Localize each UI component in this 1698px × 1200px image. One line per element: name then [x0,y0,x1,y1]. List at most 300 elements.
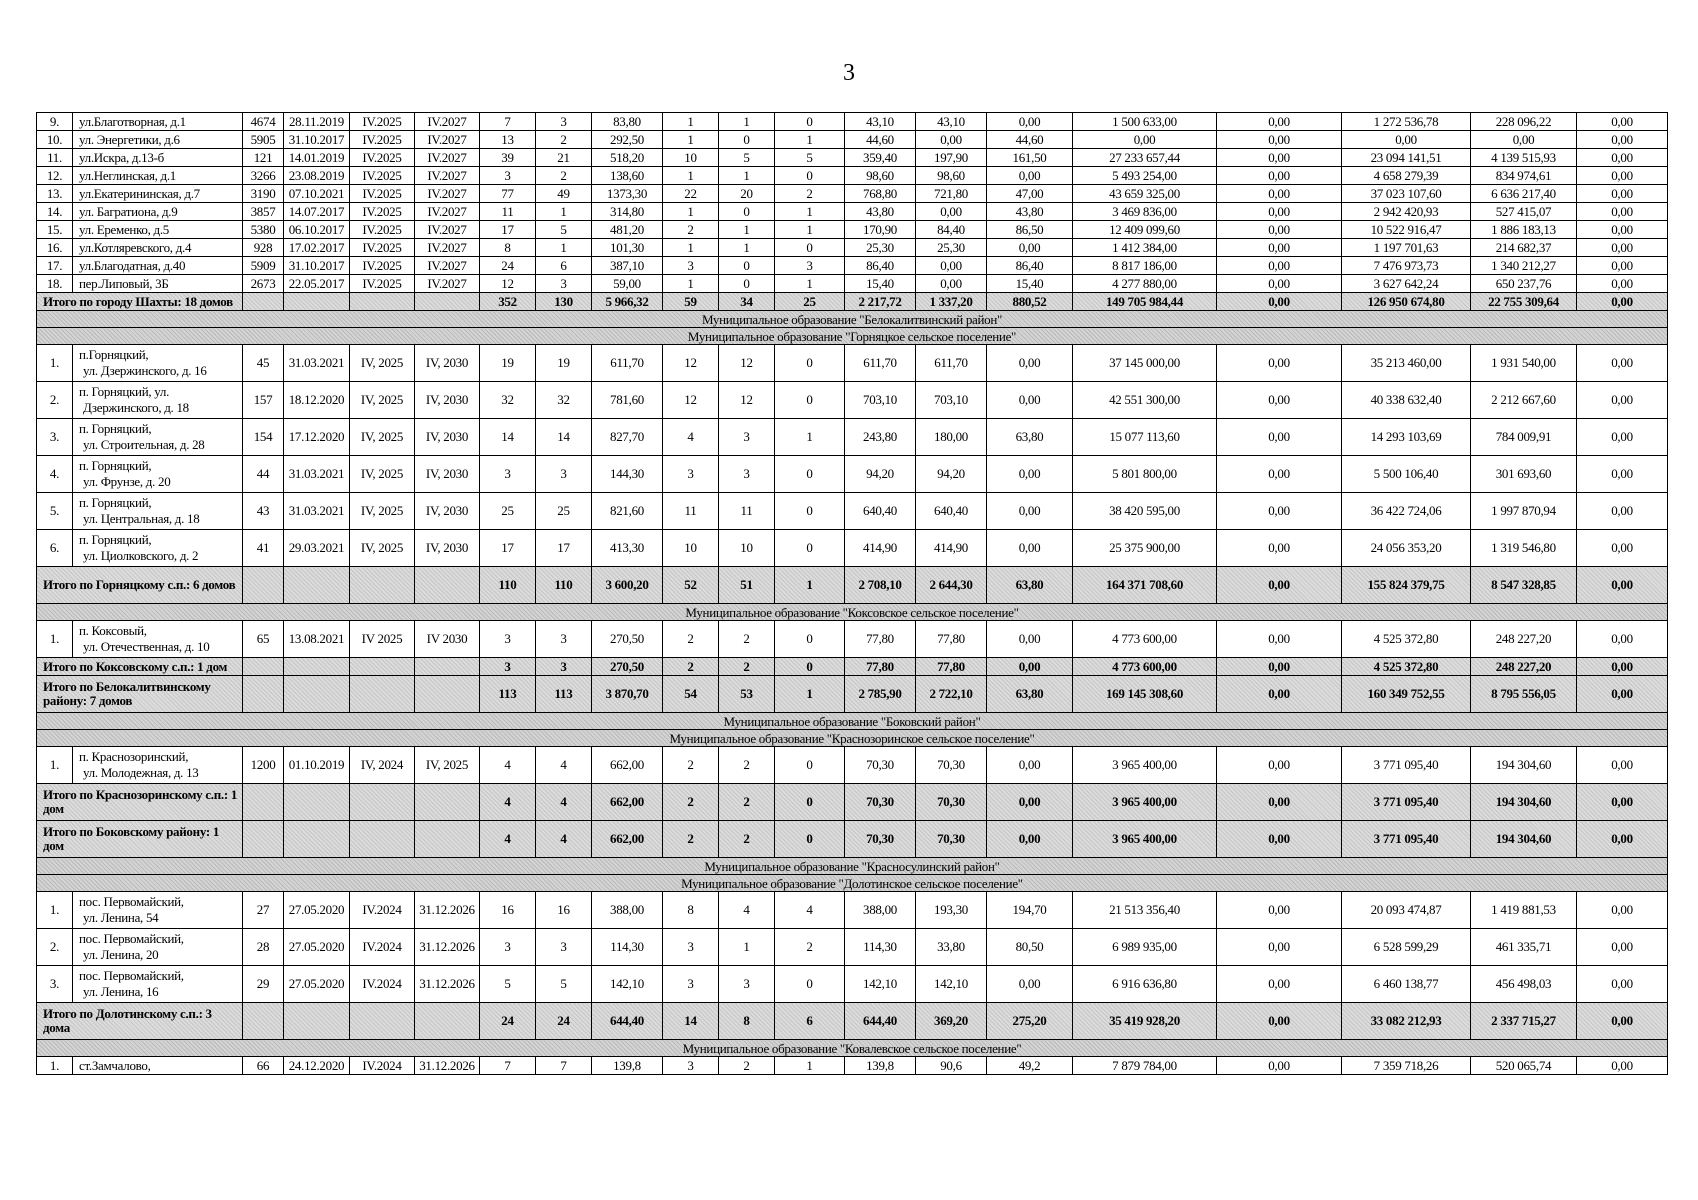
subtotal-cell: 0,00 [987,784,1073,821]
section-header-row [37,730,1668,747]
table-cell: 0,00 [1217,929,1342,966]
table-cell: 611,70 [845,345,916,382]
empty-cell [284,1003,350,1040]
table-cell: 29 [243,966,284,1003]
housing-relocation-table [36,112,1668,1075]
address-cell [73,382,243,419]
table-cell: 5 [719,149,775,167]
table-cell: 24.12.2020 [284,1057,350,1075]
table-cell: 0,00 [1577,275,1668,293]
section-header: Муниципальное образование "Краснозоринское сельское поселение" [37,730,1668,747]
table-cell: 0 [775,113,845,131]
table-cell: IV.2025 [350,167,415,185]
subtotal-cell: 644,40 [592,1003,663,1040]
table-cell: 45 [243,345,284,382]
table-cell: 1 319 546,80 [1471,530,1577,567]
table-cell: 121 [243,149,284,167]
table-cell: 270,50 [592,621,663,658]
table-cell: 36 422 724,06 [1342,493,1471,530]
table-cell: 6 [536,257,592,275]
table-cell: 98,60 [916,167,987,185]
subtotal-cell: 77,80 [845,658,916,676]
section-header: Муниципальное образование "Красносулинский район" [37,858,1668,875]
empty-cell [415,676,480,713]
table-cell: 3 [536,929,592,966]
table-cell: 17 [536,530,592,567]
table-cell: 0,00 [1217,275,1342,293]
table-cell: 0,00 [1577,1057,1668,1075]
subtotal-cell: 0,00 [987,658,1073,676]
table-row [37,345,1668,382]
table-cell: 1 [663,113,719,131]
table-cell: 114,30 [592,929,663,966]
subtotal-cell: 880,52 [987,293,1073,311]
table-cell: 3 [536,113,592,131]
table-cell: 0,00 [1217,966,1342,1003]
address-line-2: ул. Ленина, 54 [83,910,159,925]
table-cell: IV.2027 [415,221,480,239]
table-cell: 784 009,91 [1471,419,1577,456]
table-cell: 9. [37,113,73,131]
subtotal-cell: 2 217,72 [845,293,916,311]
table-cell: IV, 2030 [415,382,480,419]
address-line-1: п. Горняцкий, ул. [79,384,170,399]
subtotal-label: Итого по Боковскому району: 1 дом [37,821,243,858]
empty-cell [350,1003,415,1040]
table-cell: 0 [775,747,845,784]
table-row [37,530,1668,567]
subtotal-cell: 194 304,60 [1471,784,1577,821]
table-cell: 1 [775,1057,845,1075]
table-cell: 193,30 [916,892,987,929]
table-cell: 24 056 353,20 [1342,530,1471,567]
section-header: Муниципальное образование "Коксовское сельское поселение" [37,604,1668,621]
table-cell: 1 [663,275,719,293]
table-cell: 31.10.2017 [284,131,350,149]
table-cell: 1 [663,239,719,257]
subtotal-cell: 169 145 308,60 [1073,676,1217,713]
table-cell: 0,00 [1217,221,1342,239]
subtotal-cell: 3 870,70 [592,676,663,713]
section-header-row [37,604,1668,621]
table-cell: 12 409 099,60 [1073,221,1217,239]
table-cell: 0,00 [1577,131,1668,149]
page-number: 3 [843,60,855,86]
table-cell: 1 [775,275,845,293]
table-cell: 3 771 095,40 [1342,747,1471,784]
subtotal-cell: 0,00 [987,821,1073,858]
table-cell: 43 659 325,00 [1073,185,1217,203]
table-cell: 32 [536,382,592,419]
table-cell: 139,8 [592,1057,663,1075]
table-cell: 7 476 973,73 [1342,257,1471,275]
row-number-cell: 5. [37,493,73,530]
table-cell: 43,10 [845,113,916,131]
row-number-cell: 4. [37,456,73,493]
table-cell: 4 773 600,00 [1073,621,1217,658]
subtotal-cell: 4 525 372,80 [1342,658,1471,676]
table-cell: 6 916 636,80 [1073,966,1217,1003]
subtotal-cell: 4 [536,821,592,858]
table-cell: 0,00 [1577,257,1668,275]
table-cell: 1 [775,131,845,149]
table-cell: 928 [243,239,284,257]
address-line-1: п. Горняцкий, [79,421,152,436]
table-cell: 31.03.2021 [284,456,350,493]
table-cell: 834 974,61 [1471,167,1577,185]
subtotal-cell: 352 [480,293,536,311]
table-cell: 65 [243,621,284,658]
table-cell: 43,80 [987,203,1073,221]
table-cell: 14.01.2019 [284,149,350,167]
table-cell: 1 197 701,63 [1342,239,1471,257]
subtotal-cell: 1 [775,676,845,713]
table-cell: 3 [536,275,592,293]
table-cell: 0 [775,239,845,257]
table-cell: IV, 2025 [350,493,415,530]
table-cell: 142,10 [845,966,916,1003]
table-cell: 1 [719,929,775,966]
table-cell: 25,30 [845,239,916,257]
subtotal-cell: 24 [480,1003,536,1040]
table-cell: 12 [663,382,719,419]
table-cell: 0,00 [987,167,1073,185]
table-cell: 3 965 400,00 [1073,747,1217,784]
table-cell: 0,00 [1217,239,1342,257]
table-cell: 0,00 [1217,345,1342,382]
subtotal-cell: 25 [775,293,845,311]
table-cell: 17 [480,530,536,567]
subtotal-cell: 3 600,20 [592,567,663,604]
table-cell: 7 [536,1057,592,1075]
table-cell: 387,10 [592,257,663,275]
empty-cell [243,658,284,676]
table-cell: 0,00 [1577,493,1668,530]
table-cell: 2 [663,747,719,784]
subtotal-cell: 2 [663,658,719,676]
subtotal-cell: 24 [536,1003,592,1040]
row-number-cell: 1. [37,621,73,658]
table-cell: IV, 2030 [415,493,480,530]
table-cell: 2 [663,621,719,658]
subtotal-cell: 33 082 212,93 [1342,1003,1471,1040]
table-cell: 10 [663,149,719,167]
empty-cell [243,293,284,311]
table-cell: IV.2027 [415,185,480,203]
table-cell: 0 [775,456,845,493]
table-cell: 3 [719,966,775,1003]
address-line-1: п. Горняцкий, [79,532,152,547]
subtotal-cell: 644,40 [845,1003,916,1040]
subtotal-cell: 113 [536,676,592,713]
address-line-2: ул. Циолковского, д. 2 [83,548,199,563]
subtotal-cell: 0,00 [1577,658,1668,676]
table-cell: 1 [775,203,845,221]
table-cell: 3 627 642,24 [1342,275,1471,293]
subtotal-cell: 6 [775,1003,845,1040]
table-cell: 0,00 [987,239,1073,257]
table-cell: IV.2024 [350,892,415,929]
table-cell: 38 420 595,00 [1073,493,1217,530]
subtotal-cell: 51 [719,567,775,604]
section-header-row [37,858,1668,875]
subtotal-cell: 0,00 [1217,293,1342,311]
subtotal-cell: 0 [775,784,845,821]
table-cell: 144,30 [592,456,663,493]
table-row [37,419,1668,456]
subtotal-cell: 0,00 [1217,821,1342,858]
table-cell: 214 682,37 [1471,239,1577,257]
table-cell: 0,00 [1577,167,1668,185]
table-cell: 70,30 [845,747,916,784]
table-cell: 0 [775,966,845,1003]
table-cell: 1 886 183,13 [1471,221,1577,239]
table-cell: 2 212 667,60 [1471,382,1577,419]
row-number-cell: 3. [37,419,73,456]
empty-cell [350,293,415,311]
empty-cell [284,293,350,311]
row-number-cell: 1. [37,747,73,784]
address-cell [73,530,243,567]
section-header: Муниципальное образование "Горняцкое сельское поселение" [37,328,1668,345]
subtotal-cell: 113 [480,676,536,713]
section-header: Муниципальное образование "Долотинское сельское поселение" [37,875,1668,892]
table-cell: 2 [775,185,845,203]
table-cell: 3 469 836,00 [1073,203,1217,221]
subtotal-cell: 0,00 [1577,676,1668,713]
subtotal-cell: 3 965 400,00 [1073,821,1217,858]
table-cell: 0,00 [1217,203,1342,221]
subtotal-cell: 63,80 [987,567,1073,604]
table-cell: 15. [37,221,73,239]
subtotal-cell: 0,00 [1217,658,1342,676]
address-cell [73,419,243,456]
table-cell: IV.2027 [415,239,480,257]
table-cell: 31.12.2026 [415,929,480,966]
section-header-row [37,713,1668,730]
table-cell: 25 [480,493,536,530]
table-cell: 20 [719,185,775,203]
table-cell: IV, 2025 [350,456,415,493]
table-cell: 5 [536,221,592,239]
table-cell: 518,20 [592,149,663,167]
table-cell: 1 [719,113,775,131]
subtotal-label: Итого по Долотинскому с.п.: 3 дома [37,1003,243,1040]
table-cell: 0 [775,621,845,658]
section-header: Муниципальное образование "Ковалевское сельское поселение" [37,1040,1668,1057]
table-cell: 32 [480,382,536,419]
table-cell: 39 [480,149,536,167]
subtotal-cell: 70,30 [845,821,916,858]
address-cell [73,929,243,966]
table-cell: 7 [480,1057,536,1075]
table-cell: 0,00 [987,530,1073,567]
address-line-2: ул. Молодежная, д. 13 [83,765,199,780]
table-cell: 180,00 [916,419,987,456]
table-cell: 37 023 107,60 [1342,185,1471,203]
empty-cell [284,567,350,604]
table-cell: 0,00 [1577,382,1668,419]
subtotal-cell: 248 227,20 [1471,658,1577,676]
table-cell: 414,90 [845,530,916,567]
table-cell: 1 [719,221,775,239]
row-number-cell: 1. [37,892,73,929]
address-line-1: пос. Первомайский, [79,894,184,909]
table-cell: 16. [37,239,73,257]
table-cell: 4 277 880,00 [1073,275,1217,293]
table-cell: IV 2030 [415,621,480,658]
table-cell: 0,00 [1217,419,1342,456]
table-cell: 27.05.2020 [284,966,350,1003]
subtotal-cell: 2 722,10 [916,676,987,713]
table-row [37,203,1668,221]
table-cell: 0,00 [1577,530,1668,567]
table-cell: 59,00 [592,275,663,293]
table-cell: 1 997 870,94 [1471,493,1577,530]
subtotal-cell: 130 [536,293,592,311]
table-row [37,221,1668,239]
table-cell: 388,00 [592,892,663,929]
address-line-1: п. Краснозоринский, [79,749,189,764]
table-cell: 768,80 [845,185,916,203]
table-cell: 49,2 [987,1057,1073,1075]
table-cell: 1 500 633,00 [1073,113,1217,131]
table-cell: 4 658 279,39 [1342,167,1471,185]
table-cell: IV.2025 [350,239,415,257]
table-cell: 3 [536,621,592,658]
address-cell [73,892,243,929]
table-cell: 0,00 [1577,203,1668,221]
table-cell: 41 [243,530,284,567]
table-cell: 0 [775,167,845,185]
table-cell: 5 493 254,00 [1073,167,1217,185]
table-cell: 27.05.2020 [284,892,350,929]
table-cell: 2 [719,621,775,658]
subtotal-cell: 2 644,30 [916,567,987,604]
table-cell: 3 [719,419,775,456]
empty-cell [243,676,284,713]
subtotal-cell: 0,00 [1217,784,1342,821]
table-cell: 13. [37,185,73,203]
table-cell: 6 528 599,29 [1342,929,1471,966]
table-cell: 0,00 [1577,113,1668,131]
table-cell: 170,90 [845,221,916,239]
subtotal-cell: 3 771 095,40 [1342,784,1471,821]
table-cell: 0,00 [1217,621,1342,658]
section-header-row [37,311,1668,328]
table-cell: 12 [719,382,775,419]
table-cell: 0,00 [1217,747,1342,784]
table-cell: 0,00 [987,456,1073,493]
table-cell: 527 415,07 [1471,203,1577,221]
table-cell: 2 [536,167,592,185]
table-cell: 461 335,71 [1471,929,1577,966]
subtotal-cell: 3 965 400,00 [1073,784,1217,821]
table-cell: IV.2025 [350,203,415,221]
subtotal-cell: 275,20 [987,1003,1073,1040]
table-cell: 98,60 [845,167,916,185]
table-cell: 16 [536,892,592,929]
table-cell: 8 817 186,00 [1073,257,1217,275]
table-cell: 0,00 [916,203,987,221]
table-cell: 611,70 [592,345,663,382]
address-cell [73,456,243,493]
table-cell: 197,90 [916,149,987,167]
table-cell: 5 [480,966,536,1003]
row-number-cell: 1. [37,345,73,382]
table-cell: 31.12.2026 [415,892,480,929]
table-cell: 15 077 113,60 [1073,419,1217,456]
table-cell: 228 096,22 [1471,113,1577,131]
subtotal-cell: 70,30 [916,821,987,858]
subtotal-cell: 34 [719,293,775,311]
table-cell: 31.03.2021 [284,493,350,530]
table-cell: 0,00 [1577,419,1668,456]
subtotal-cell: 0,00 [1577,567,1668,604]
subtotal-cell: 0,00 [1577,293,1668,311]
table-cell: IV.2027 [415,149,480,167]
table-cell: 2 [719,1057,775,1075]
table-cell: 0 [719,131,775,149]
table-cell: 0 [719,257,775,275]
subtotal-row [37,567,1668,604]
empty-cell [243,784,284,821]
empty-cell [350,821,415,858]
table-cell: 1 [719,239,775,257]
table-cell: 43,80 [845,203,916,221]
table-cell: 10 [663,530,719,567]
address-line-1: п. Горняцкий, [79,458,152,473]
table-cell: 2 [719,747,775,784]
table-cell: 01.10.2019 [284,747,350,784]
empty-cell [243,821,284,858]
subtotal-cell: 0,00 [1217,676,1342,713]
address-line-1: п. Коксовый, [79,623,147,638]
address-cell: ул.Искра, д.13-б [73,149,243,167]
table-cell: 4 [536,747,592,784]
subtotal-cell: 2 [663,821,719,858]
table-cell: IV.2025 [350,185,415,203]
table-cell: 821,60 [592,493,663,530]
table-cell: 70,30 [916,747,987,784]
table-cell: 3 [719,456,775,493]
table-row [37,747,1668,784]
subtotal-row [37,821,1668,858]
table-cell: 17. [37,257,73,275]
table-cell: 14. [37,203,73,221]
table-cell: 703,10 [845,382,916,419]
table-cell: 0 [775,493,845,530]
table-cell: 0 [775,345,845,382]
table-cell: 0,00 [1217,185,1342,203]
table-cell: 12 [480,275,536,293]
table-cell: IV.2027 [415,275,480,293]
table-cell: 157 [243,382,284,419]
subtotal-cell: 35 419 928,20 [1073,1003,1217,1040]
table-cell: 31.12.2026 [415,966,480,1003]
table-cell: 0,00 [1577,621,1668,658]
section-header-row [37,328,1668,345]
table-cell: 29.03.2021 [284,530,350,567]
table-cell: 0,00 [1217,113,1342,131]
table-cell: 0,00 [1577,185,1668,203]
table-cell: 1 [663,131,719,149]
table-cell: 4 [719,892,775,929]
table-cell: 3 [480,167,536,185]
table-cell: 0,00 [916,275,987,293]
address-line-1: п. Горняцкий, [79,495,152,510]
table-cell: IV 2025 [350,621,415,658]
